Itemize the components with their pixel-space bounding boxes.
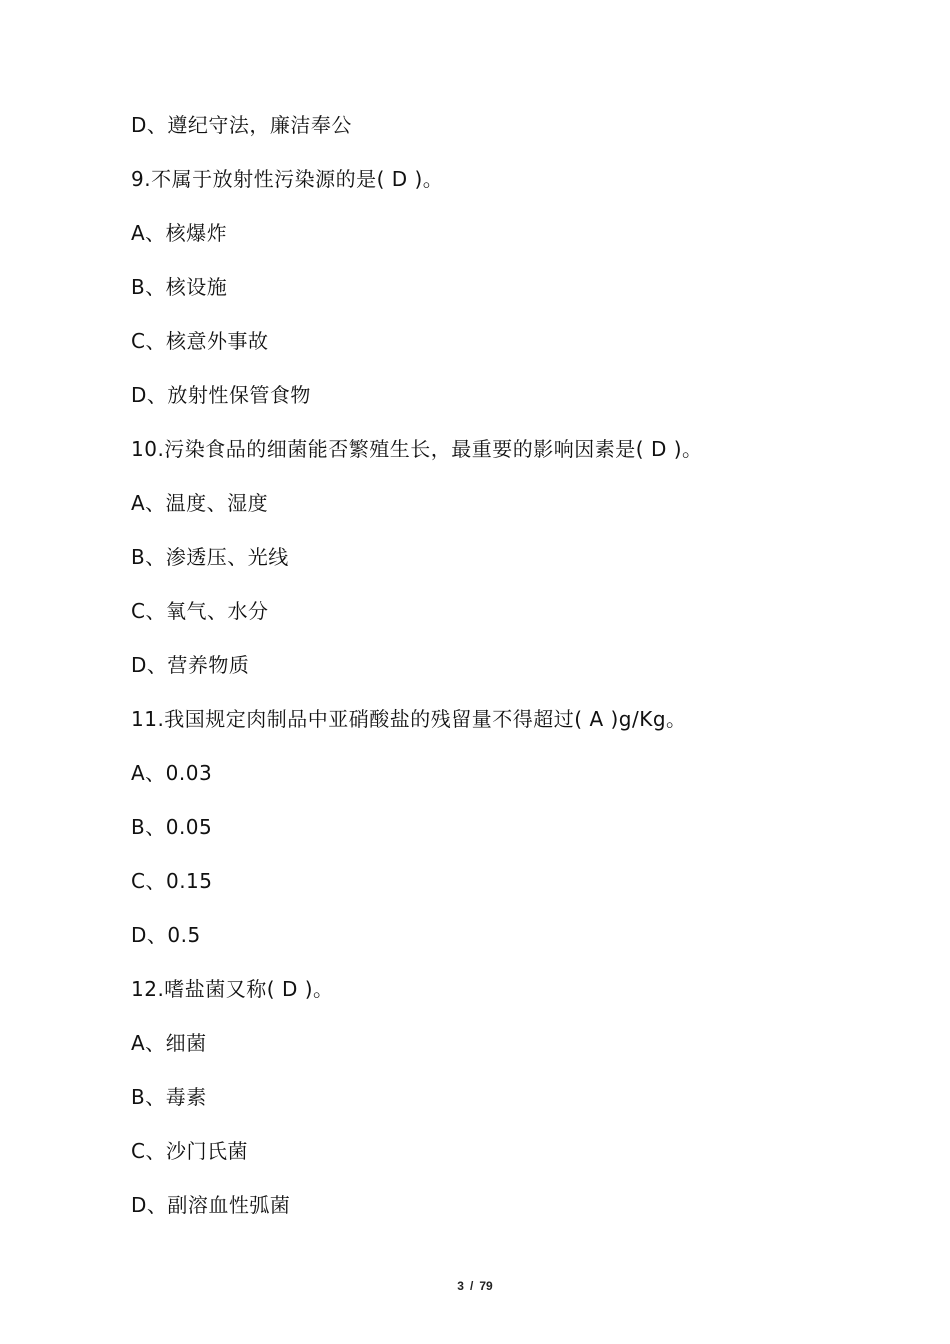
q9-option-c: C、核意外事故: [131, 329, 269, 353]
q12-option-c: C、沙门氏菌: [131, 1139, 248, 1163]
question-10: 10.污染食品的细菌能否繁殖生长，最重要的影响因素是( D )。: [131, 437, 703, 461]
q12-option-a: A、细菌: [131, 1031, 207, 1055]
question-11: 11.我国规定肉制品中亚硝酸盐的残留量不得超过( A )g/Kg。: [131, 707, 687, 731]
q10-option-c: C、氧气、水分: [131, 599, 269, 623]
q10-option-b: B、渗透压、光线: [131, 545, 289, 569]
question-12: 12.嗜盐菌又称( D )。: [131, 977, 334, 1001]
q12-option-b: B、毒素: [131, 1085, 207, 1109]
q11-option-b: B、0.05: [131, 815, 213, 839]
q11-option-c: C、0.15: [131, 869, 213, 893]
q10-option-a: A、温度、湿度: [131, 491, 269, 515]
page-separator: /: [469, 1279, 474, 1293]
q9-option-a: A、核爆炸: [131, 221, 228, 245]
question-9: 9.不属于放射性污染源的是( D )。: [131, 167, 444, 191]
current-page-number: 3: [457, 1279, 464, 1293]
q9-option-b: B、核设施: [131, 275, 228, 299]
page-number-footer: [0, 1279, 950, 1293]
q12-option-d: D、副溶血性弧菌: [131, 1193, 291, 1217]
q9-option-d: D、放射性保管食物: [131, 383, 311, 407]
q10-option-d: D、营养物质: [131, 653, 250, 677]
q11-option-a: A、0.03: [131, 761, 213, 785]
q8-option-d: D、遵纪守法，廉洁奉公: [131, 113, 352, 137]
total-pages-number: 79: [479, 1279, 493, 1293]
q11-option-d: D、0.5: [131, 923, 201, 947]
